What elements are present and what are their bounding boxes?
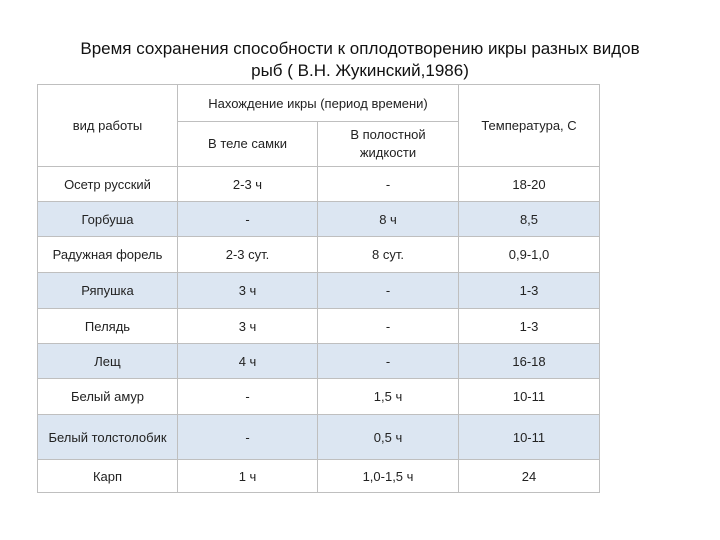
temperature-cell: 18-20: [459, 167, 600, 202]
page-title: [40, 38, 680, 82]
in-female-cell: 2-3 сут.: [178, 237, 318, 273]
in-female-cell: 3 ч: [178, 273, 318, 309]
temperature-cell: 1-3: [459, 273, 600, 309]
table-row: [38, 415, 600, 460]
table-row: [38, 273, 600, 309]
temperature-cell: 8,5: [459, 202, 600, 237]
header-species: вид работы: [38, 85, 178, 167]
in-female-cell: -: [178, 379, 318, 415]
in-fluid-cell: -: [318, 273, 459, 309]
in-female-cell: 3 ч: [178, 309, 318, 344]
in-fluid-cell: 8 ч: [318, 202, 459, 237]
species-cell: Пелядь: [38, 309, 178, 344]
in-fluid-cell: -: [318, 309, 459, 344]
in-fluid-cell: 0,5 ч: [318, 415, 459, 460]
in-female-cell: -: [178, 415, 318, 460]
table-row: [38, 460, 600, 493]
header-in-fluid: В полостной жидкости: [318, 122, 459, 167]
header-in-female: В теле самки: [178, 122, 318, 167]
table-row: [38, 309, 600, 344]
temperature-cell: 10-11: [459, 415, 600, 460]
table-row: [38, 202, 600, 237]
in-female-cell: -: [178, 202, 318, 237]
in-fluid-cell: 8 сут.: [318, 237, 459, 273]
in-female-cell: 1 ч: [178, 460, 318, 493]
header-duration-group: Нахождение икры (период времени): [178, 85, 459, 122]
temperature-cell: 16-18: [459, 344, 600, 379]
in-fluid-cell: -: [318, 167, 459, 202]
temperature-cell: 1-3: [459, 309, 600, 344]
fertility-table: [37, 84, 600, 493]
temperature-cell: 0,9-1,0: [459, 237, 600, 273]
species-cell: Горбуша: [38, 202, 178, 237]
temperature-cell: 24: [459, 460, 600, 493]
in-fluid-cell: -: [318, 344, 459, 379]
title-line-1: Время сохранения способности к оплодотворению икры разных видов: [80, 39, 640, 58]
temperature-cell: 10-11: [459, 379, 600, 415]
table-row: [38, 167, 600, 202]
species-cell: Белый амур: [38, 379, 178, 415]
species-cell: Карп: [38, 460, 178, 493]
species-cell: Радужная форель: [38, 237, 178, 273]
in-fluid-cell: 1,0-1,5 ч: [318, 460, 459, 493]
in-female-cell: 4 ч: [178, 344, 318, 379]
table-row: [38, 237, 600, 273]
table-row: [38, 379, 600, 415]
table-row: [38, 344, 600, 379]
species-cell: Белый толстолобик: [38, 415, 178, 460]
header-temperature: Температура, С: [459, 85, 600, 167]
species-cell: Осетр русский: [38, 167, 178, 202]
in-fluid-cell: 1,5 ч: [318, 379, 459, 415]
species-cell: Ряпушка: [38, 273, 178, 309]
species-cell: Лещ: [38, 344, 178, 379]
title-line-2: рыб ( В.Н. Жукинский,1986): [251, 61, 469, 80]
table-body: [38, 167, 600, 493]
in-female-cell: 2-3 ч: [178, 167, 318, 202]
